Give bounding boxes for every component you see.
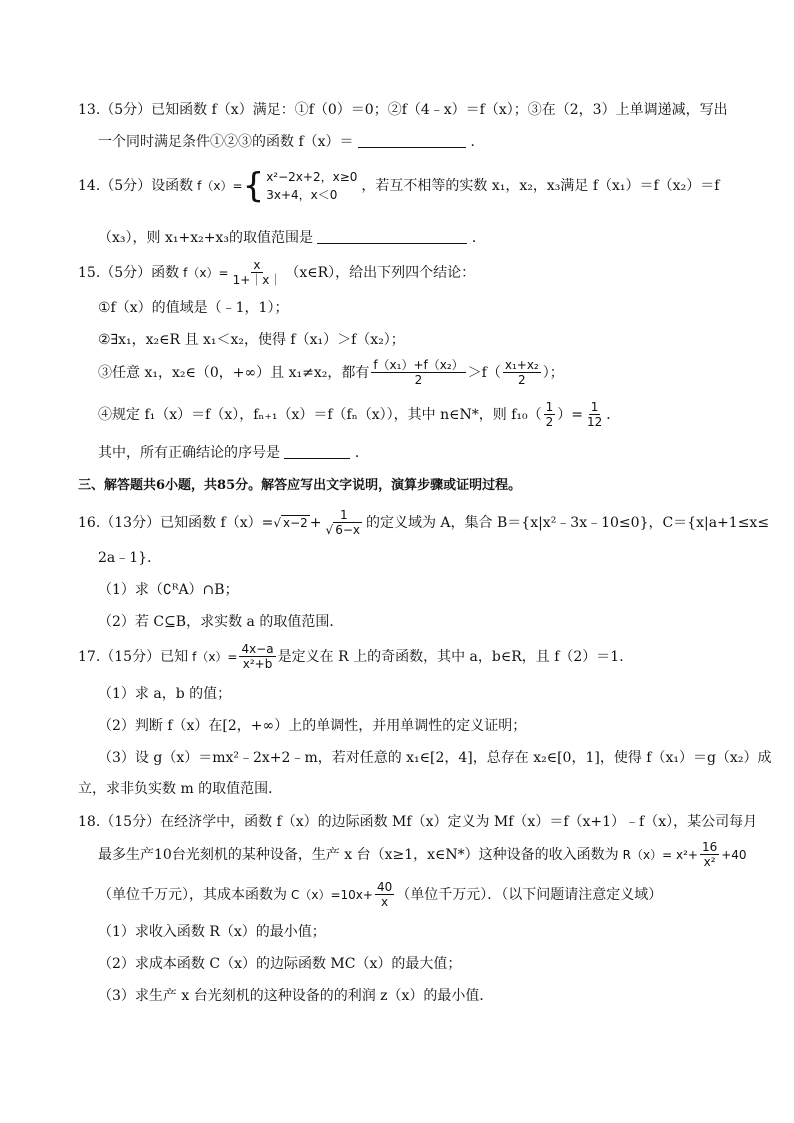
q15-c3-denominator: 2 (414, 373, 423, 387)
q17-numerator: 4x−a (241, 642, 274, 656)
q16-prefix: 16.（13分）已知函数 f（x）= (78, 514, 274, 531)
q18-r-numerator: 16 (701, 840, 718, 854)
q15-last-line (98, 443, 369, 463)
q15-answer-blank[interactable] (284, 444, 350, 459)
q17-part3: （3）设 g（x）＝mx²﹣2x+2﹣m，若对任意的 x₁∈[2，4]，总存在 x₂∈[0，1]，使得 f（x₁）＝g（x₂）成 (98, 750, 772, 766)
q15-conclusion-2: ②∃x₁，x₂∈R 且 x₁＜x₂，使得 f（x₁）＞f（x₂）； (98, 332, 405, 348)
q15-last-text: 其中，所有正确结论的序号是 (98, 445, 280, 461)
q17-part2: （2）判断 f（x）在[2，+∞）上的单调性，并用单调性的定义证明； (98, 718, 527, 734)
q18-rx: R（x）= x²+ (622, 847, 698, 862)
q13-line1: 13.（5分）已知函数 f（x）满足：①f（0）＝0；②f（4﹣x）＝f（x）；③在（2，3）上单调递减，写出 (78, 102, 728, 118)
q15-c3-denominator2: 2 (517, 373, 526, 387)
q17-fraction (239, 642, 275, 671)
q16-sqrt2-radicand: 6−x (335, 523, 360, 537)
q18-line3 (98, 880, 662, 909)
q15-c3-mid: ＞f（ (467, 364, 501, 381)
q18-part3: （3）求生产 x 台光刻机的这种设备的的利润 z（x）的最小值． (98, 988, 494, 1004)
q18-c-denominator: x (381, 895, 389, 909)
q15-c4-fraction (544, 400, 556, 429)
q15-c3-text: ③任意 x₁，x₂∈（0，+∞）且 x₁≠x₂，都有 (98, 364, 370, 381)
q16-part2: （2）若 C⊆B，求实数 a 的取值范围． (98, 614, 344, 630)
q15-c4-mid: ）= (557, 406, 583, 423)
q16-denominator: √ 6−x (325, 523, 360, 537)
q15-c4-fraction2 (585, 400, 604, 429)
q14-line2-text: （x₃），则 x₁+x₂+x₃的取值范围是 (98, 230, 313, 246)
q18-line3-text: （单位千万元），其成本函数为 (98, 886, 287, 903)
q16-sqrt1: √ x−2 (273, 515, 308, 530)
q15-c4-numerator: 1 (545, 400, 554, 414)
q13-line2-text: 一个同时满足条件①②③的函数 f（x）＝ (98, 134, 354, 150)
q16-line2: 2a﹣1}． (98, 550, 162, 566)
q15-conclusion-3 (98, 358, 564, 387)
q16-suffix: 的定义域为 A，集合 B＝{x|x²﹣3x﹣10≤0}，C＝{x|a+1≤x≤ (365, 514, 770, 531)
q15-c4-numerator2: 1 (590, 400, 599, 414)
q17-denominator: x²+b (242, 657, 273, 671)
q14-line2 (98, 228, 486, 248)
q15-fraction (231, 258, 284, 287)
q13-period: ． (470, 134, 485, 150)
q13-line2 (98, 132, 484, 152)
q14-line1 (78, 168, 719, 204)
q17-suffix: 是定义在 R 上的奇函数，其中 a，b∈R，且 f（2）＝1． (277, 648, 634, 665)
q16-fraction (324, 508, 364, 537)
q18-line1: 18.（15分）在经济学中，函数 f（x）的边际函数 Mf（x）定义为 Mf（x）＝f（x+1）﹣f（x），某公司每月 (78, 814, 758, 830)
q18-line2 (98, 840, 747, 869)
q15-c3-fraction2 (503, 358, 541, 387)
q17-line1 (78, 642, 633, 671)
q18-part2: （2）求成本函数 C（x）的边际函数 MC（x）的最大值； (98, 956, 462, 972)
q14-case2: 3x+4，x＜0 (266, 188, 338, 202)
q15-numerator: x (253, 258, 261, 272)
q14-case1: x²−2x+2，x≥0 (266, 170, 358, 184)
q18-line3-suffix: （单位千万元）．（以下问题请注意定义域） (396, 886, 663, 903)
q15-period: ． (354, 445, 369, 461)
q15-denominator: 1+｜x｜ (232, 273, 282, 287)
q16-part1: （1）求（∁ᴿA）∩B； (98, 582, 239, 598)
q15-c4-denominator2: 12 (586, 415, 603, 429)
q15-conclusion-4 (98, 400, 620, 429)
q14-cases (266, 168, 357, 204)
q14-prefix: 14.（5分）设函数 (78, 178, 194, 194)
q17-prefix: 17.（15分）已知 (78, 648, 189, 665)
q16-line1 (78, 508, 769, 537)
q15-prefix: 15.（5分）函数 (78, 264, 180, 281)
q18-r-end: +40 (721, 847, 747, 862)
q16-sqrt1-radicand: x−2 (283, 515, 308, 530)
q15-c3-fraction (371, 358, 465, 387)
q14-answer-blank[interactable] (317, 229, 467, 244)
q16-numerator: 1 (339, 508, 348, 522)
q15-conclusion-1: ①f（x）的值域是（﹣1，1）； (98, 300, 289, 316)
q17-fx: f（x）= (192, 649, 238, 664)
q18-c-fraction (375, 880, 394, 909)
q18-c-numerator: 40 (376, 880, 393, 894)
q15-c4-text: ④规定 f₁（x）＝f（x），fₙ₊₁（x）＝f（fₙ（x）），其中 n∈N*，则 f₁₀（ (98, 406, 542, 423)
section-3-heading: 三、解答题共6小题，共85分。解答应写出文字说明，演算步骤或证明过程。 (78, 478, 522, 493)
q15-c3-numerator2: x₁+x₂ (504, 358, 539, 372)
q14-brace: { (242, 166, 265, 206)
q15-fx: f（x）= (183, 265, 229, 280)
q15-c4-end: ． (606, 406, 621, 423)
q17-part1: （1）求 a，b 的值； (98, 686, 232, 702)
q14-period: ． (471, 230, 486, 246)
q15-c3-end: ）； (542, 364, 564, 381)
q16-plus: + (309, 514, 322, 531)
q18-r-fraction (700, 840, 719, 869)
q17-part3-cont: 立，求非负实数 m 的取值范围． (78, 781, 283, 797)
q15-c3-numerator: f（x₁）+f（x₂） (373, 358, 464, 372)
q18-part1: （1）求收入函数 R（x）的最小值； (98, 924, 326, 940)
q14-suffix: ，若互不相等的实数 x₁，x₂，x₃满足 f（x₁）＝f（x₂）＝f (361, 178, 720, 194)
q18-cx: C（x）=10x+ (291, 887, 373, 902)
q13-answer-blank[interactable] (358, 133, 466, 148)
q14-fx: f（x）= (197, 179, 243, 193)
q15-suffix: （x∈R），给出下列四个结论： (285, 264, 476, 281)
q18-line2-text: 最多生产10台光刻机的某种设备，生产 x 台（x≥1，x∈N*）这种设备的收入函数为 (98, 846, 619, 863)
q15-line1 (78, 258, 475, 287)
q18-r-denominator: x² (703, 855, 716, 869)
q15-c4-denominator: 2 (545, 415, 554, 429)
